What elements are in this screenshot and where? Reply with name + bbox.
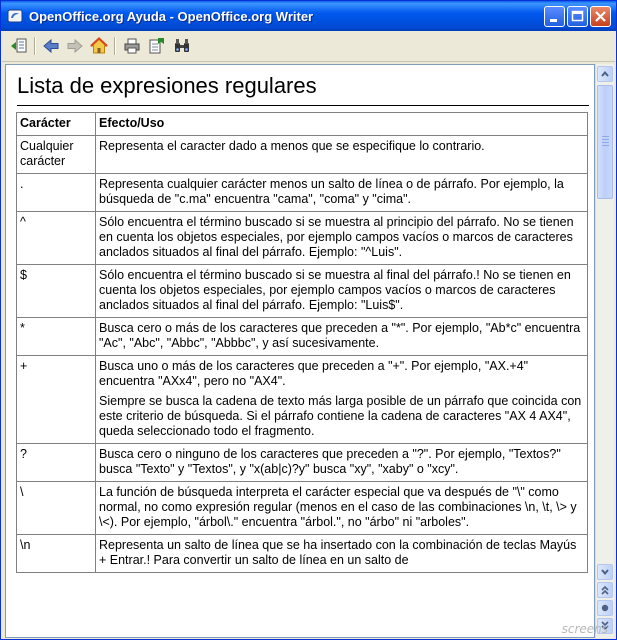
scrollbar-thumb[interactable]	[597, 85, 613, 199]
row-character: ?	[17, 444, 96, 482]
effect-paragraph: Busca cero o más de los caracteres que preceden a "*". Por ejemplo, "Ab*c" encuentra "Ac", "Abc", "Abbc", "Abbbc", y así sucesivamente.	[99, 321, 581, 350]
table-row	[17, 318, 588, 356]
forward-button	[64, 36, 86, 56]
effect-paragraph: Sólo encuentra el término buscado si se muestra al final del párrafo.! No se tienen en cuenta los objetos especiales, por ejemplo campos vacíos o marcos de caracteres anclados situados al final del párrafo. Ejemplo: "Luis$".	[99, 268, 571, 312]
row-effect	[96, 482, 588, 535]
print-button[interactable]	[121, 36, 143, 56]
scroll-up-button[interactable]	[597, 66, 613, 82]
help-content-pane[interactable]	[5, 64, 595, 638]
chevron-up-icon	[598, 67, 612, 81]
regex-table	[16, 112, 588, 573]
vertical-scrollbar[interactable]	[595, 64, 614, 638]
add-bookmark-icon	[147, 37, 165, 55]
table-row	[17, 136, 588, 174]
previous-page-button[interactable]	[597, 582, 613, 598]
table-row	[17, 356, 588, 444]
minimize-button[interactable]	[544, 6, 565, 27]
thumb-grip	[602, 139, 609, 140]
row-effect	[96, 136, 588, 174]
printer-icon	[123, 37, 141, 55]
table-row	[17, 265, 588, 318]
maximize-button[interactable]	[567, 6, 588, 27]
row-effect	[96, 212, 588, 265]
effect-paragraph: Busca cero o ninguno de los caracteres que preceden a "?". Por ejemplo, "Textos?" busca "Texto" y "Textos", y "x(ab|c)?y" busca "xy", "xaby" o "xcy".	[99, 447, 561, 476]
effect-paragraph: Representa cualquier carácter menos un salto de línea o de párrafo. Por ejemplo, la búsqueda de "c.ma" encuentra "cama", "coma" y "cima".	[99, 177, 564, 206]
row-effect	[96, 318, 588, 356]
effect-paragraph: Representa el caracter dado a menos que se especifique lo contrario.	[99, 139, 485, 153]
forward-arrow-icon	[66, 37, 84, 55]
watermark: screens	[561, 622, 608, 636]
row-character: +	[17, 356, 96, 444]
row-effect	[96, 265, 588, 318]
title-bar[interactable]	[1, 1, 616, 31]
double-chevron-up-icon	[598, 583, 612, 597]
back-button[interactable]	[40, 36, 62, 56]
row-effect	[96, 535, 588, 573]
table-row	[17, 212, 588, 265]
back-arrow-icon	[42, 37, 60, 55]
row-character: ^	[17, 212, 96, 265]
table-row	[17, 174, 588, 212]
row-character: .	[17, 174, 96, 212]
effect-paragraph: Siempre se busca la cadena de texto más larga posible de un párrafo que coincida con este criterio de búsqueda. Si el párrafo contiene la cadena de caracteres "AX 4 AX4", queda seleccionado todo el fragmento.	[99, 394, 582, 438]
title-underline	[17, 105, 589, 106]
row-effect	[96, 174, 588, 212]
circle-icon	[598, 601, 612, 615]
row-character: *	[17, 318, 96, 356]
home-button[interactable]	[88, 36, 110, 56]
effect-paragraph: La función de búsqueda interpreta el carácter especial que va después de "\" como normal, no como expresión regular (menos en el caso de las combinaciones \n, \t, \> y \<). Por ejemplo, "árbol\." encuentra "árbol.", no "árbo" ni "arboles".	[99, 485, 577, 529]
sync-contents-button[interactable]	[8, 36, 30, 56]
row-character: $	[17, 265, 96, 318]
browse-object-button[interactable]	[597, 600, 613, 616]
openoffice-icon	[7, 8, 23, 24]
close-button[interactable]	[590, 6, 611, 27]
thumb-grip	[602, 142, 609, 143]
table-header-row	[17, 113, 588, 136]
close-icon	[591, 7, 610, 26]
search-button[interactable]	[171, 36, 193, 56]
chevron-down-icon	[598, 565, 612, 579]
toolbar-separator	[34, 37, 36, 55]
help-toolbar	[2, 31, 615, 62]
table-row	[17, 444, 588, 482]
row-character: \n	[17, 535, 96, 573]
sync-contents-icon	[10, 37, 28, 55]
row-character: \	[17, 482, 96, 535]
effect-paragraph: Representa un salto de línea que se ha insertado con la combinación de teclas Mayús + Entrar.! Para convertir un salto de línea en un salto de	[99, 538, 577, 567]
binoculars-icon	[173, 37, 191, 55]
effect-paragraph: Busca uno o más de los caracteres que preceden a "+". Por ejemplo, "AX.+4" encuentra "AXx4", pero no "AX4".	[99, 359, 529, 388]
row-effect	[96, 444, 588, 482]
minimize-icon	[545, 7, 564, 26]
effect-paragraph: Sólo encuentra el término buscado si se muestra al principio del párrafo. No se tienen en cuenta los objetos especiales, por ejemplo campos vacíos o marcos de caracteres anclados situados al final del párrafo. Ejemplo: "^Luis".	[99, 215, 574, 259]
bookmark-button[interactable]	[145, 36, 167, 56]
column-header-character: Carácter	[17, 113, 96, 136]
toolbar-separator	[114, 37, 116, 55]
table-row	[17, 482, 588, 535]
home-icon	[90, 37, 108, 55]
row-character: Cualquier carácter	[17, 136, 96, 174]
page-title: Lista de expresiones regulares	[17, 73, 317, 98]
maximize-icon	[568, 7, 587, 26]
thumb-grip	[602, 136, 609, 137]
column-header-effect: Efecto/Uso	[96, 113, 588, 136]
thumb-grip	[602, 145, 609, 146]
window-title: OpenOffice.org Ayuda - OpenOffice.org Writer	[29, 9, 314, 24]
table-row	[17, 535, 588, 573]
scroll-down-button[interactable]	[597, 564, 613, 580]
row-effect	[96, 356, 588, 444]
